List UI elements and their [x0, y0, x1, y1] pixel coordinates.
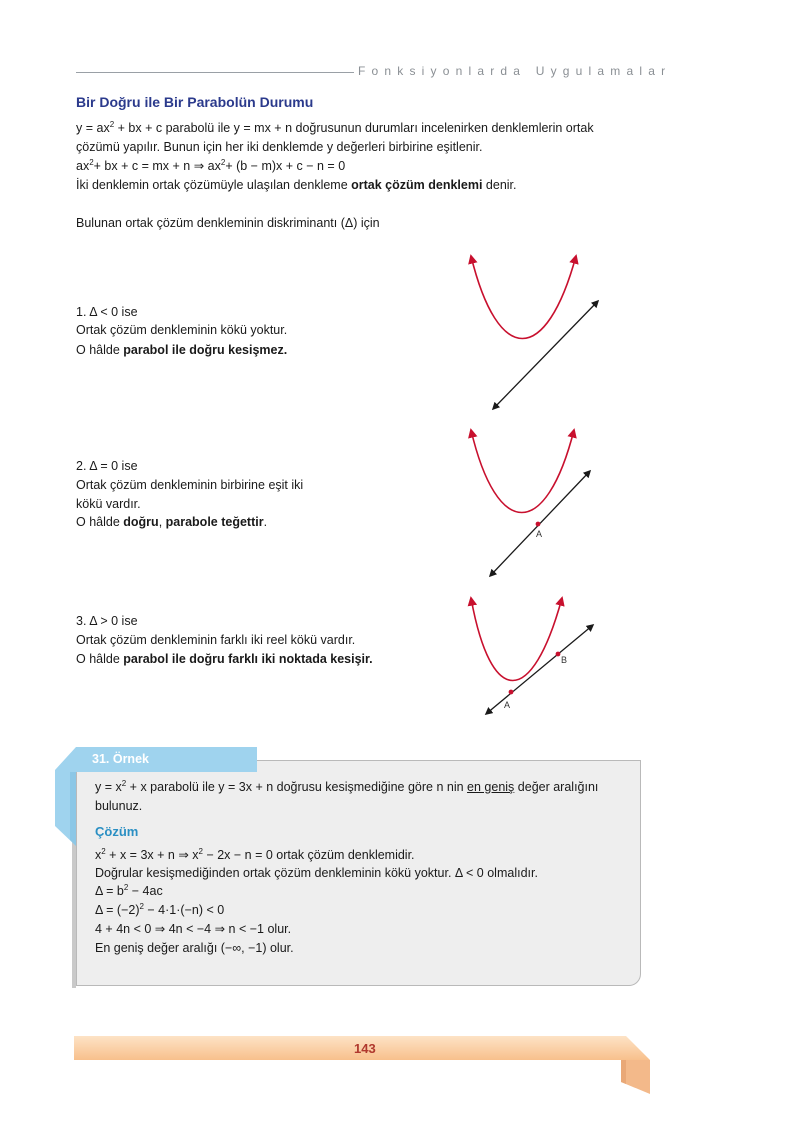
case-2-line-3: O hâlde doğru, parabole teğettir.: [76, 515, 268, 529]
diagram-1-parabola: [471, 256, 576, 339]
diagram-3: [471, 598, 593, 714]
case-1-line-2: O hâlde parabol ile doğru kesişmez.: [76, 343, 288, 357]
diagram-3-line: [486, 625, 593, 714]
case-2-line-1: Ortak çözüm denkleminin birbirine eşit iki: [76, 478, 304, 492]
diagram-1: [471, 256, 598, 409]
diagram-2-point-a: [536, 522, 541, 527]
diagram-3-label-b: B: [561, 655, 568, 665]
running-header: Fonksiyonlarda Uygulamalar: [358, 64, 672, 78]
case-3-head: 3. Δ > 0 ise: [76, 614, 138, 628]
case-2-line-2: kökü vardır.: [76, 497, 141, 511]
intro-line-5: Bulunan ortak çözüm denkleminin diskriminantı (Δ) için: [76, 216, 380, 230]
case-1-head: 1. Δ < 0 ise: [76, 305, 138, 319]
page-number: 143: [354, 1041, 376, 1056]
intro-line-1: $y = ax^2$ + bx + c parabolü ile y = mx + n doğrusunun durumları incelenirken denklemlerin ortak: [76, 119, 594, 135]
intro-line-3: $ax^2+$ bx + c = mx + n ⇒ $ax^2+ (b - m)x + c - n = 0$: [76, 157, 346, 173]
solution-line-5: 4 + 4n < 0 ⇒ 4n < −4 ⇒ n < −1 olur.: [95, 922, 292, 936]
section-title: Bir Doğru ile Bir Parabolün Durumu: [76, 94, 314, 110]
diagram-3-label-a: A: [504, 700, 511, 710]
diagram-2-label-a: A: [536, 529, 543, 539]
solution-title: Çözüm: [95, 824, 139, 839]
case-1-line-1: Ortak çözüm denkleminin kökü yoktur.: [76, 323, 288, 337]
example-question-line-1: $y = x^2 + x$ parabolü ile y = 3x + n doğrusu kesişmediğine göre n nin en geniş değer aralığını: [95, 778, 599, 794]
solution-line-1: $x^2 + x = 3x + n$ ⇒ $x^2 - 2x - n = 0$ ortak çözüm denklemidir.: [95, 846, 415, 862]
diagram-3-parabola: [471, 598, 562, 681]
diagram-2: [471, 430, 590, 576]
solution-line-6: En geniş değer aralığı (−∞, −1) olur.: [95, 941, 294, 955]
case-3-line-2: O hâlde parabol ile doğru farklı iki noktada kesişir.: [76, 652, 373, 666]
diagram-2-parabola: [471, 430, 574, 513]
intro-line-2: çözümü yapılır. Bunun için her iki denklemde y değerleri birbirine eşitlenir.: [76, 140, 483, 154]
case-3-line-1: Ortak çözüm denkleminin farklı iki reel kökü vardır.: [76, 633, 356, 647]
case-2-head: 2. Δ = 0 ise: [76, 459, 138, 473]
diagram-3-point-a: [509, 690, 514, 695]
example-tab: [55, 746, 260, 851]
example-label: 31. Örnek: [92, 752, 149, 766]
solution-line-3: $\Delta = b^2 - 4ac$: [95, 882, 163, 898]
solution-line-2: Doğrular kesişmediğinden ortak çözüm denkleminin kökü yoktur. Δ < 0 olmalıdır.: [95, 866, 538, 880]
diagram-3-point-b: [556, 652, 561, 657]
intro-line-4: İki denklemin ortak çözümüyle ulaşılan denkleme ortak çözüm denklemi denir.: [76, 178, 517, 192]
solution-line-4: $\Delta = (-2)^2 - 4\cdot 1\cdot(-n) < 0$: [95, 901, 225, 917]
example-question-line-2: bulunuz.: [95, 799, 143, 813]
diagram-1-line: [493, 301, 598, 409]
